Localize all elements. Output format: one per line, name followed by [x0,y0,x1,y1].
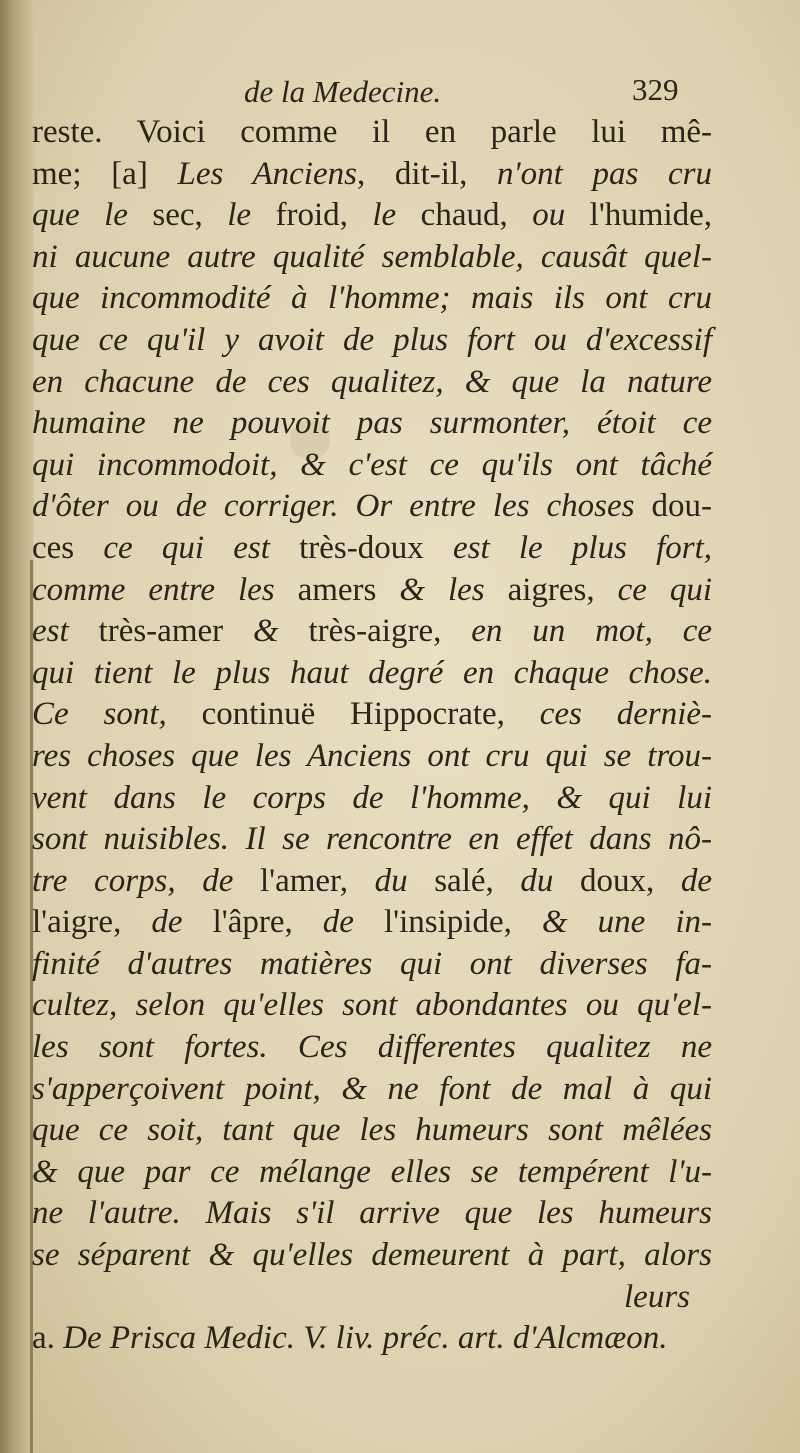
catchword: leurs [624,1278,690,1315]
text-line [32,237,712,279]
text-line [32,486,712,528]
text-segment: a. [32,1320,64,1357]
text-segment: , dit-il, [356,155,498,192]
text-segment: Ce sont, [32,696,202,733]
text-line [32,362,712,404]
text-segment: ces derniè- [539,696,713,733]
text-segment: & [252,613,309,650]
text-segment: vent dans le corps de l'homme, & qui lui [32,779,712,816]
text-line [32,445,712,487]
text-line [32,1027,712,1069]
text-line [32,653,712,695]
text-segment: Les Anciens [177,155,357,192]
text-segment: salé, [434,862,521,899]
text-segment: les sont fortes. Ces differentes qualitez ne [32,1029,712,1066]
text-segment: me; [a] [32,155,178,192]
text-segment: très-amer [98,613,253,650]
text-segment: très-aigre, [308,613,472,650]
text-segment: l'âpre, [212,904,323,941]
text-line [32,112,712,154]
text-segment: aigres, [507,571,618,608]
text-segment: ni aucune autre qualité semblable, causât quel- [32,238,712,275]
text-segment: l'amer, [259,862,375,899]
text-segment: & une in- [541,904,712,941]
text-segment: que ce qu'il y avoit de plus fort ou d'excessif [32,321,712,358]
text-segment: est [32,613,99,650]
text-segment: sec, [152,197,228,234]
text-segment: le [372,197,421,234]
text-segment: humaine ne pouvoit pas surmonter, étoit ce [32,405,712,442]
text-segment: s'apperçoivent point, & ne font de mal à qui [32,1070,712,1107]
text-segment: que le [32,197,153,234]
text-line [32,1110,712,1152]
text-segment: ce qui [617,571,713,608]
text-segment: du [374,862,435,899]
text-segment: & que par ce mélange elles se tempérent l'u- [32,1153,712,1190]
text-segment: continuë Hippocrate, [201,696,540,733]
text-line [32,902,712,944]
text-segment: ou [532,197,590,234]
text-segment: en un mot, ce [471,613,712,650]
text-line [32,694,712,736]
text-segment: ces [32,529,104,566]
text-segment: qui tient le plus haut degré en chaque chose. [32,654,712,691]
text-line [32,570,712,612]
text-line [32,195,712,237]
text-segment: en chacune de ces qualitez, & que la nature [32,363,712,400]
text-segment: tre corps, de [32,862,260,899]
text-segment: dou- [651,488,712,525]
text-segment: chaud, [420,197,533,234]
text-segment: & les [399,571,508,608]
text-segment: qui incommodoit, & c'est ce qu'ils ont tâché [32,446,712,483]
text-segment: que ce soit, tant que les humeurs sont mêlées [32,1112,712,1149]
text-segment: que incommodité à l'homme; mais ils ont cru [32,280,712,317]
text-segment: se séparent & qu'elles demeurent à part, alors [32,1237,712,1274]
text-segment: l'insipide, [383,904,542,941]
text-line [32,1152,712,1194]
text-segment: cultez, selon qu'elles sont abondantes ou qu'el- [32,987,712,1024]
text-segment: du [520,862,580,899]
text-segment: doux, [579,862,681,899]
running-title: de la Medecine. [244,74,442,109]
text-segment: d'ôter ou de corriger. Or entre les choses [32,488,652,525]
text-line [32,1193,712,1235]
text-segment: l'humide, [589,197,713,234]
text-segment: De Prisca Medic. V. liv. préc. art. d'Alcmæon. [63,1320,668,1357]
text-segment: de [680,862,712,899]
text-segment: n'ont pas cru [497,155,712,192]
text-segment: res choses que les Anciens ont cru qui se trou- [32,737,712,774]
text-segment: ce qui est [103,529,300,566]
text-segment: ne l'autre. Mais s'il arrive que les humeurs [32,1195,712,1232]
text-segment: finité d'autres matières qui ont diverses fa- [32,945,712,982]
text-segment: reste. Voici comme il en parle lui mê- [32,114,712,150]
text-segment: amers [297,571,400,608]
text-line [32,403,712,445]
text-line [32,944,712,986]
text-line [32,320,712,362]
main-text [32,112,712,1360]
text-line [32,736,712,778]
text-segment: de [322,904,384,941]
text-line [32,1235,712,1277]
page-gutter [0,0,34,1453]
text-line [32,528,712,570]
text-segment: comme entre les [32,571,298,608]
page-header [0,70,800,114]
text-line [32,778,712,820]
text-segment: de [151,904,213,941]
text-line [32,819,712,861]
text-segment: le [227,197,276,234]
text-line [32,154,712,196]
page-number: 329 [632,72,679,107]
text-segment: sont nuisibles. Il se rencontre en effet dans nô- [32,821,712,858]
text-segment: froid, [275,197,373,234]
text-line [32,278,712,320]
text-segment: est le plus fort, [452,529,713,566]
footnote [32,1318,712,1360]
text-line [32,611,712,653]
text-segment: l'aigre, [32,904,152,941]
text-line [32,861,712,903]
text-segment: très-doux [299,529,453,566]
text-line [32,1069,712,1111]
text-line [32,985,712,1027]
